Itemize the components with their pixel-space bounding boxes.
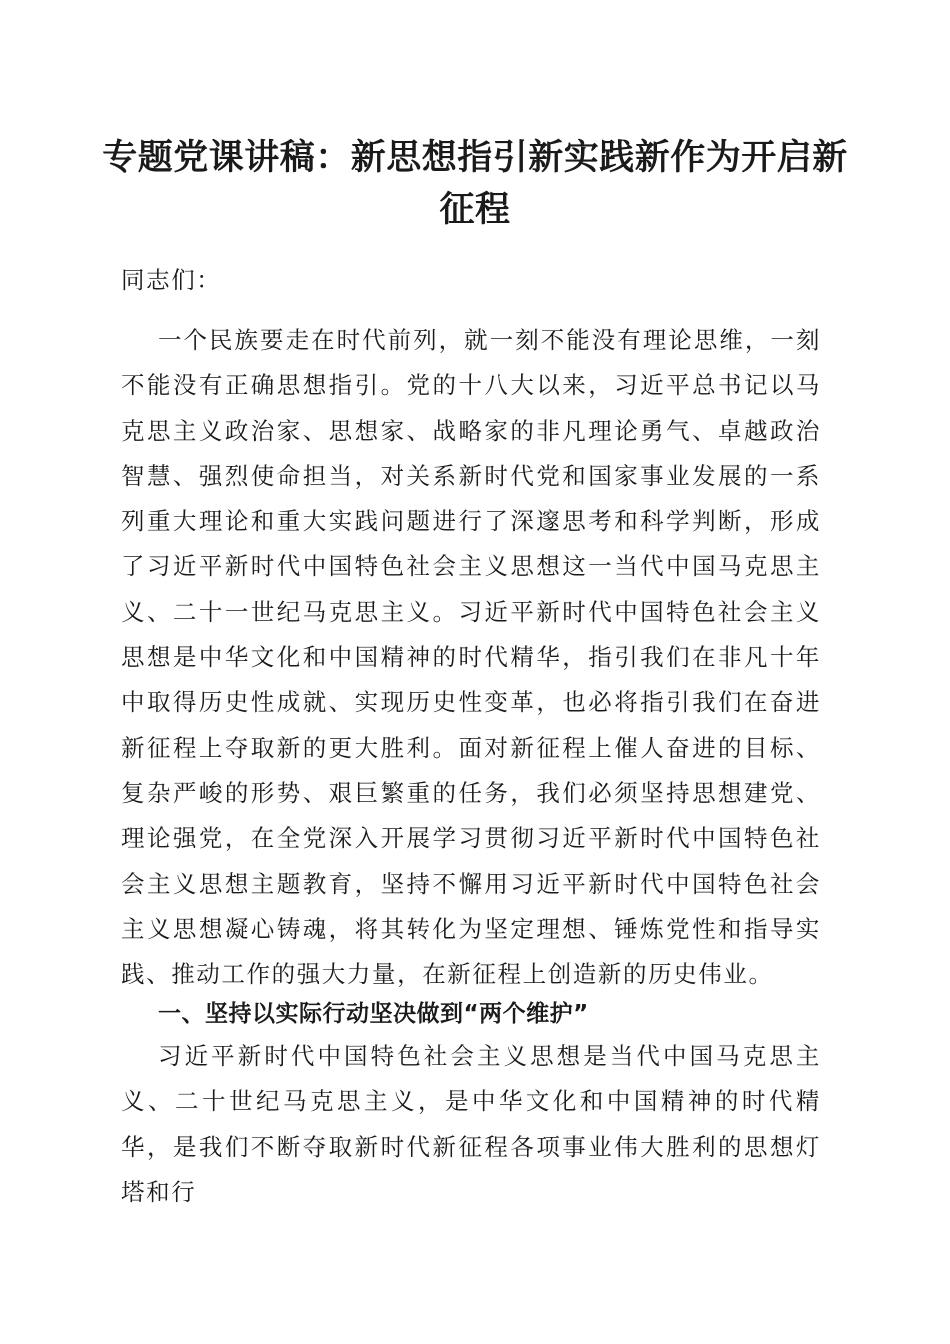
document-title: 专题党课讲稿：新思想指引新实践新作为开启新征程 — [102, 137, 848, 230]
salutation: 同志们： — [121, 266, 222, 294]
section-paragraph: 习近平新时代中国特色社会主义思想是当代中国马克思主义、二十世纪马克思主义，是中华文化和中国精神的时代精华，是我们不断夺取新时代新征程各项事业伟大胜利的思想灯塔和行 — [121, 1042, 821, 1206]
section-heading: 一、坚持以实际行动坚决做到“两个维护” — [158, 1001, 589, 1027]
body-paragraph: 一个民族要走在时代前列，就一刻不能没有理论思维，一刻不能没有正确思想指引。党的十八大以来，习近平总书记以马克思主义政治家、思想家、战略家的非凡理论勇气、卓越政治智慧、强烈使命担当，对关系新时代党和国家事业发展的一系列重大理论和重大实践问题进行了深邃思考和科学判断，形成了习近平新时代中国特色社会主义思想这一当代中国马克思主义、二十一世纪马克思主义。习近平新时代中国特色社会主义思想是中华文化和中国精神的时代精华，指引我们在非凡十年中取得历史性成就、实现历史性变革，也必将指引我们在奋进新征程上夺取新的更大胜利。面对新征程上催人奋进的目标、复杂严峻的形势、艰巨繁重的任务，我们必须坚持思想建党、理论强党，在全党深入开展学习贯彻习近平新时代中国特色社会主义思想主题教育，坚持不懈用习近平新时代中国特色社会主义思想凝心铸魂，将其转化为坚定理想、锤炼党性和指导实践、推动工作的强大力量，在新征程上创造新的历史伟业。 — [121, 326, 821, 989]
